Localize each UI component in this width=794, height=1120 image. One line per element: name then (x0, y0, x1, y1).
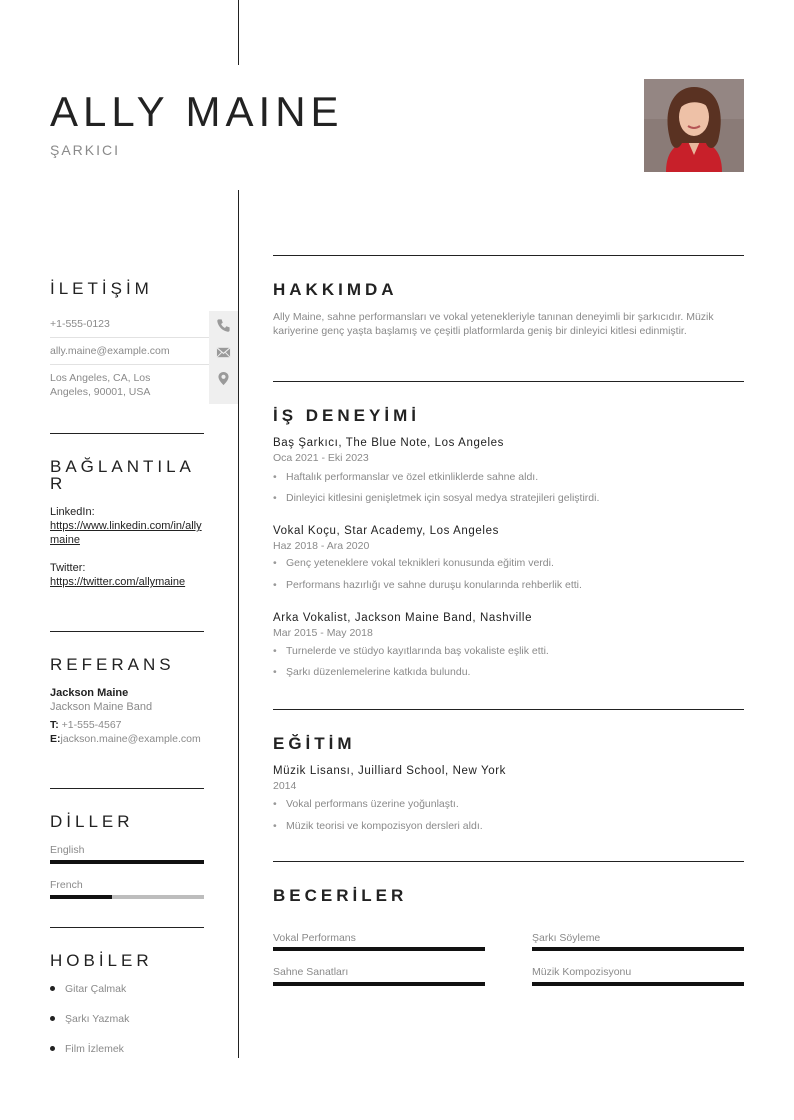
reference-phone-value[interactable]: +1-555-4567 (61, 719, 122, 731)
job-bullet (273, 666, 744, 678)
bullet-text: Haftalık performanslar ve özel etkinliklerde sahne aldı. (286, 471, 539, 483)
contact-heading: İLETİŞİM (50, 279, 153, 298)
sidebar-divider (50, 433, 204, 434)
hobby-label: Gitar Çalmak (65, 983, 127, 995)
job-date: Haz 2018 - Ara 2020 (273, 540, 370, 552)
skill-level-bar (532, 982, 744, 986)
language-name: English (50, 844, 85, 856)
language-level-bar (50, 860, 204, 864)
column-divider-line (238, 190, 239, 1058)
skill-level-fill (532, 947, 744, 951)
hobby-item (50, 983, 126, 995)
section-divider (273, 861, 744, 862)
links-heading (50, 458, 210, 492)
bullet-mark: • (273, 579, 277, 591)
education-bullet (273, 798, 744, 810)
section-divider (273, 381, 744, 382)
language-name: French (50, 879, 83, 891)
education-heading: EĞİTİM (273, 734, 356, 753)
skill-level-fill (273, 947, 485, 951)
skill-name: Şarkı Söyleme (532, 932, 601, 944)
about-heading: HAKKIMDA (273, 280, 398, 299)
contact-separator (50, 364, 210, 365)
languages-heading: DİLLER (50, 812, 134, 831)
language-level-fill (50, 895, 112, 899)
contact-separator (50, 337, 210, 338)
reference-heading: REFERANS (50, 655, 175, 674)
links-heading-line2: R (50, 474, 67, 493)
bullet-text: Şarkı düzenlemelerine katkıda bulundu. (286, 666, 471, 678)
linkedin-link[interactable]: https://www.linkedin.com/in/allymaine (50, 520, 202, 546)
hobby-item (50, 1013, 129, 1025)
job-bullet (273, 645, 744, 657)
contact-icon-bar (209, 311, 238, 404)
section-divider (273, 709, 744, 710)
skill-level-fill (532, 982, 744, 986)
section-divider (273, 255, 744, 256)
education-title: Müzik Lisansı, Juilliard School, New York (273, 765, 506, 777)
contact-phone[interactable]: +1-555-0123 (50, 318, 110, 330)
job-bullet (273, 492, 744, 504)
candidate-title: ŞARKICI (50, 142, 121, 158)
bullet-text: Turnelerde ve stüdyo kayıtlarında baş vokaliste eşlik etti. (286, 645, 549, 657)
bullet-mark: • (273, 820, 277, 832)
education-date: 2014 (273, 780, 297, 792)
reference-email-value[interactable]: jackson.maine@example.com (60, 733, 201, 745)
bullet-mark: • (273, 557, 277, 569)
bullet-mark: • (273, 492, 277, 504)
sidebar-divider (50, 631, 204, 632)
skills-heading: BECERİLER (273, 886, 408, 905)
job-date: Oca 2021 - Eki 2023 (273, 452, 369, 464)
profile-photo (644, 79, 744, 172)
location-pin-icon (216, 371, 231, 386)
skill-level-bar (273, 947, 485, 951)
job-bullet (273, 471, 744, 483)
hobby-item (50, 1043, 124, 1055)
skill-name: Müzik Kompozisyonu (532, 966, 632, 978)
job-date: Mar 2015 - May 2018 (273, 627, 373, 639)
reference-company: Jackson Maine Band (50, 701, 153, 713)
bullet-dot (50, 1016, 55, 1021)
reference-email-label: E: (50, 733, 61, 745)
twitter-label: Twitter: (50, 562, 86, 574)
reference-email (50, 732, 204, 746)
bullet-text: Müzik teorisi ve kompozisyon dersleri aldı. (286, 820, 483, 832)
skill-name: Vokal Performans (273, 932, 356, 944)
skill-level-fill (273, 982, 485, 986)
skill-name: Sahne Sanatları (273, 966, 349, 978)
job-bullet (273, 557, 744, 569)
contact-address: Los Angeles, CA, Los Angeles, 90001, USA (50, 372, 151, 398)
job-title: Vokal Koçu, Star Academy, Los Angeles (273, 525, 499, 537)
top-divider-line (238, 0, 239, 65)
bullet-mark: • (273, 471, 277, 483)
bullet-mark: • (273, 798, 277, 810)
reference-name: Jackson Maine (50, 687, 129, 699)
phone-icon (216, 318, 231, 333)
job-title: Arka Vokalist, Jackson Maine Band, Nashville (273, 612, 533, 624)
bullet-dot (50, 1046, 55, 1051)
about-text: Ally Maine, sahne performansları ve vokal yetenekleriyle tanınan deneyimli bir şarkıcıdır. Müzik kariyerine genç yaşta başlamış ve çeşitli platformlarda geniş bir dinleyici kitlesi edinmiştir. (273, 311, 714, 337)
job-title: Baş Şarkıcı, The Blue Note, Los Angeles (273, 437, 504, 449)
education-bullet (273, 820, 744, 832)
twitter-link[interactable]: https://twitter.com/allymaine (50, 576, 186, 588)
links-heading-line1: BAĞLANTILA (50, 457, 195, 476)
reference-phone-label: T: (50, 719, 59, 731)
experience-heading: İŞ DENEYİMİ (273, 406, 420, 425)
bullet-mark: • (273, 666, 277, 678)
job-bullet (273, 579, 744, 591)
hobbies-heading: HOBİLER (50, 951, 153, 970)
bullet-text: Performans hazırlığı ve sahne duruşu konularında rehberlik etti. (286, 579, 582, 591)
linkedin-label: LinkedIn: (50, 506, 95, 518)
bullet-mark: • (273, 645, 277, 657)
reference-phone (50, 718, 204, 732)
envelope-icon (216, 345, 231, 360)
hobby-label: Şarkı Yazmak (65, 1013, 130, 1025)
bullet-text: Dinleyici kitlesini genişletmek için sosyal medya stratejileri geliştirdi. (286, 492, 600, 504)
sidebar-divider (50, 788, 204, 789)
candidate-name: ALLY MAINE (50, 88, 344, 135)
hobby-label: Film İzlemek (65, 1043, 124, 1055)
bullet-text: Vokal performans üzerine yoğunlaştı. (286, 798, 459, 810)
bullet-dot (50, 986, 55, 991)
contact-email[interactable]: ally.maine@example.com (50, 345, 170, 357)
language-level-bar (50, 895, 204, 899)
sidebar-divider (50, 927, 204, 928)
language-level-fill (50, 860, 204, 864)
skill-level-bar (532, 947, 744, 951)
bullet-text: Genç yeteneklere vokal teknikleri konusunda eğitim verdi. (286, 557, 554, 569)
portrait-image (644, 79, 744, 172)
skill-level-bar (273, 982, 485, 986)
